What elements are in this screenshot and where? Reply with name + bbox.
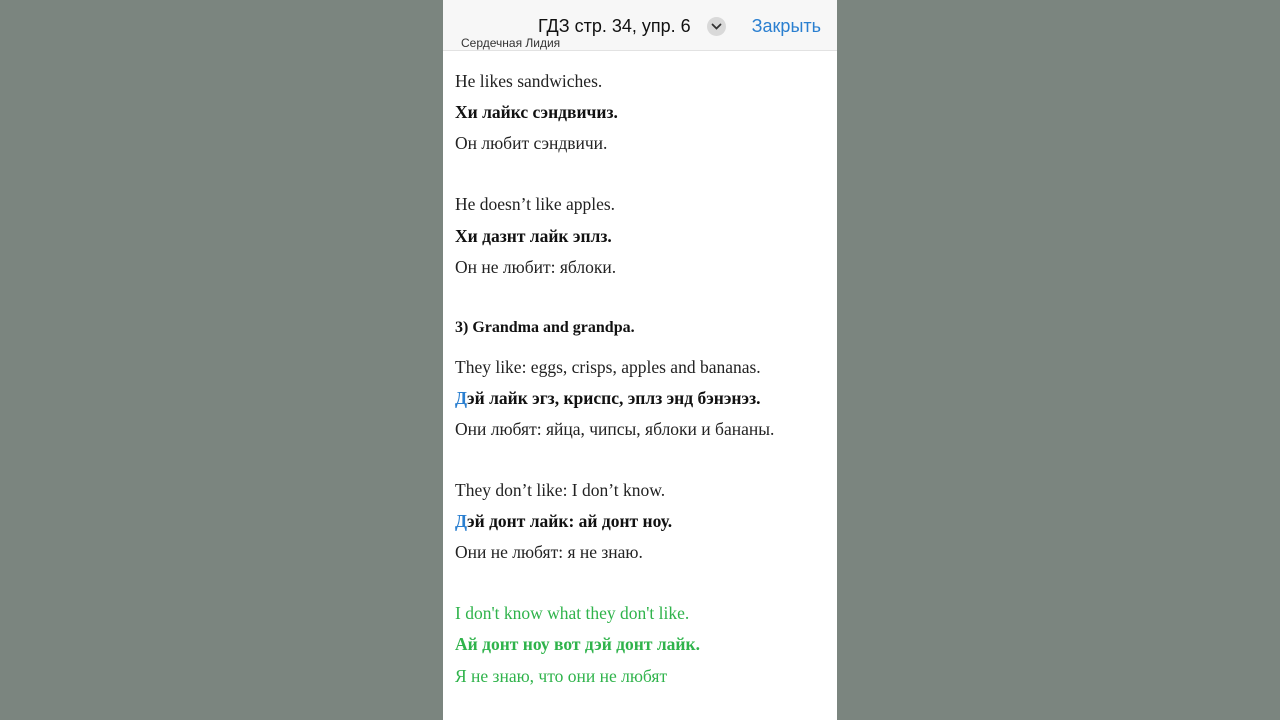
page-title: ГДЗ стр. 34, упр. 6 [538,16,691,36]
section-heading: 3) Grandma and grandpa. [455,319,635,336]
text-line: Хи лайкс сэндвичиз. [455,102,618,122]
highlight-line: I don't know what they don't like. [455,603,690,623]
text-line: Он не любит: яблоки. [455,257,617,277]
text-line: They like: eggs, crisps, apples and bananas. [455,357,761,377]
highlight-line: Я не знаю, что они не любят [455,666,668,686]
text-line: He doesn’t like apples. [455,194,616,214]
highlight-letter: Д [455,388,468,408]
text-line: Они любят: яйца, чипсы, яблоки и бананы. [455,419,775,439]
text-line [455,511,672,532]
text-line: Он любит сэндвичи. [455,133,608,153]
text-line: Они не любят: я не знаю. [455,542,643,562]
document-viewer [443,0,837,720]
text-line [455,388,761,409]
highlight-letter: Д [455,511,468,531]
close-button[interactable]: Закрыть [751,16,821,36]
text-line-rest: эй донт лайк: ай донт ноу. [467,511,673,531]
author-name: Сердечная Лидия [461,36,561,50]
text-line: He likes sandwiches. [455,71,603,91]
chevron-down-icon[interactable] [707,17,726,36]
text-line-rest: эй лайк эгз, криспс, эплз энд бэнэнэз. [467,388,761,408]
text-line: They don’t like: I don’t know. [455,480,666,500]
highlight-line: Ай донт ноу вот дэй донт лайк. [455,634,700,654]
text-line: Хи дазнт лайк эплз. [455,226,612,246]
